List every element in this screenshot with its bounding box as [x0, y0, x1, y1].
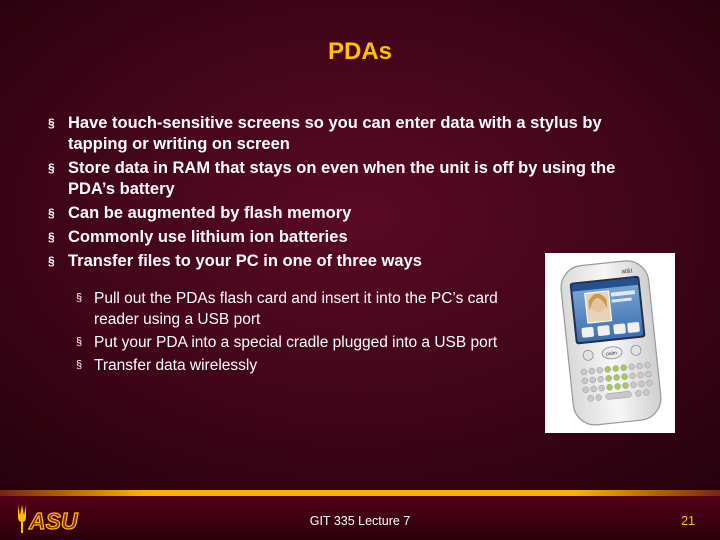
bullet-text: Transfer files to your PC in one of three ways — [68, 252, 422, 270]
sub-bullet-item — [76, 332, 526, 353]
pda-photo — [545, 253, 675, 433]
bullet-marker: § — [76, 359, 83, 371]
pda-device-illustration — [545, 253, 675, 433]
slide-title: PDAs — [327, 38, 393, 65]
bullet-text: Have touch-sensitive screens so you can enter data with a stylus by tapping or writing on screen — [68, 114, 602, 153]
bullet-marker: § — [48, 116, 55, 130]
sub-bullet-item — [76, 288, 526, 330]
logo-text: ASU — [29, 508, 78, 534]
bullet-marker: § — [48, 230, 55, 244]
sub-bullet-text: Put your PDA into a special cradle plugged into a USB port — [94, 334, 498, 351]
sub-bullet-text: Transfer data wirelessly — [94, 357, 258, 374]
sub-bullet-list — [76, 288, 526, 378]
bullet-item — [48, 158, 648, 200]
bullet-marker: § — [48, 161, 55, 175]
carrier-label: at&t — [621, 268, 633, 276]
bullet-item — [48, 203, 648, 224]
bullet-text: Commonly use lithium ion batteries — [68, 228, 348, 246]
bullet-list — [48, 113, 648, 275]
footer-divider — [0, 490, 720, 496]
footer-title: GIT 335 Lecture 7 — [309, 514, 411, 528]
bullet-marker: § — [48, 254, 55, 268]
bullet-marker: § — [76, 336, 83, 348]
page-number: 21 — [681, 514, 695, 528]
brand-label: palm — [605, 350, 618, 358]
bullet-text: Store data in RAM that stays on even when the unit is off by using the PDA’s battery — [68, 159, 616, 198]
sub-bullet-item — [76, 355, 526, 376]
sub-bullet-text: Pull out the PDAs flash card and insert it into the PC’s card reader using a USB port — [94, 290, 498, 328]
bullet-marker: § — [76, 292, 83, 304]
bullet-item — [48, 227, 648, 248]
bullet-text: Can be augmented by flash memory — [68, 204, 352, 222]
bullet-item — [48, 113, 648, 155]
bullet-marker: § — [48, 206, 55, 220]
